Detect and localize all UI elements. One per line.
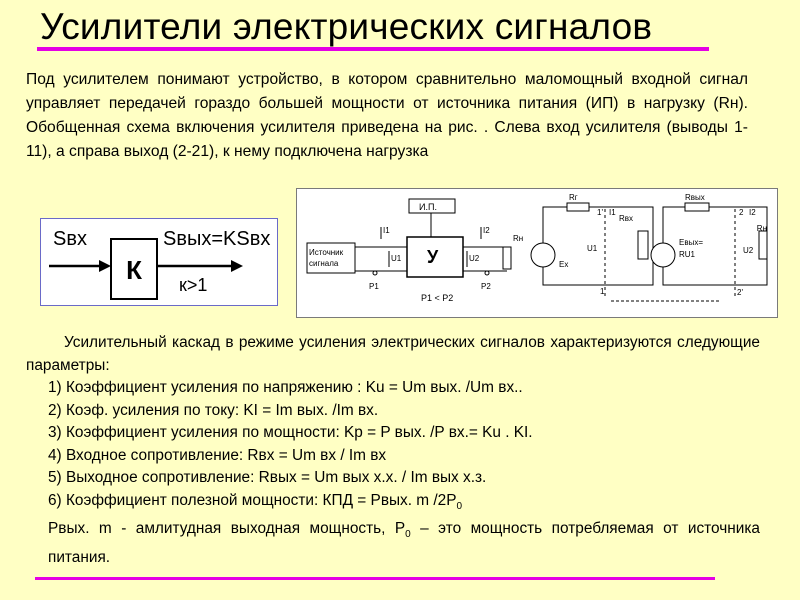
label-p1: P1: [369, 282, 379, 291]
output-arrow-head: [231, 260, 243, 272]
source-resistor: [567, 203, 589, 211]
input-signal-label: Sвх: [53, 228, 87, 250]
param-item-6-text: 6) Коэффициент полезной мощности: КПД = Рвых. m /2P: [48, 491, 457, 509]
params-footer-b: – это мощность потребляемая от источника питания.: [48, 520, 760, 566]
input-equivalent-loop: [543, 207, 653, 285]
label-p1-p2: P1 < P2: [421, 293, 454, 303]
label-one: 1: [600, 287, 605, 296]
output-resistor: [685, 203, 709, 211]
label-rn: Rн: [513, 234, 524, 243]
signal-source-label-2: сигнала: [309, 259, 339, 268]
params-footer: [26, 518, 760, 569]
params-intro: Усилительный каскад в режиме усиления электрических сигналов характеризуются следующие параметры:: [26, 334, 760, 374]
load-resistor: [503, 247, 511, 269]
title-area: [12, 4, 772, 52]
intro-paragraph: [26, 68, 748, 164]
label-rvyx: Rвых: [685, 193, 705, 202]
output-load-resistor: [759, 231, 767, 259]
label-u2-eq: U2: [743, 246, 754, 255]
page-title: Усилители электрических сигналов: [40, 6, 653, 47]
label-rvx: Rвх: [619, 214, 634, 223]
title-underline: [37, 47, 709, 51]
label-two: 2: [739, 208, 744, 217]
label-i1-eq: I1: [609, 208, 616, 217]
label-u1-eq: U1: [587, 244, 598, 253]
input-resistor: [638, 231, 648, 259]
param-item-5: 5) Выходное сопротивление: Rвых = Um вых х.х. / Im вых х.з.: [48, 469, 487, 486]
amplifier-label: У: [427, 247, 439, 267]
param-item-4: 4) Входное сопротивление: Rвх = Um вх / Im вх: [48, 446, 387, 464]
output-signal-label: Sвых=KSвх: [163, 228, 271, 250]
label-ex: Ex: [559, 260, 569, 269]
gain-condition-label: к>1: [179, 275, 208, 295]
params-footer-sub: 0: [405, 529, 411, 541]
parameters-section: [26, 332, 760, 569]
block-diagram-svg: [41, 219, 277, 305]
param-item-6-sub: 0: [456, 500, 463, 512]
intro-text: Под усилителем понимают устройство, в котором сравнительно маломощный входной сигнал управляет передачей гораздо большей мощности от источника питания (ИП) в нагрузку (Rн). Обобщенная схема включения усилителя приведена на рис. . Слева вход усилителя (выводы 1-11), а справа выход (2-21), к нему подключена нагрузка: [26, 71, 748, 160]
param-item-6: [26, 490, 760, 519]
output-voltage-source: [651, 243, 675, 267]
label-two-prime: 2': [737, 288, 743, 297]
terminal-p1: [373, 271, 377, 275]
label-one-prime: 1': [597, 208, 603, 217]
label-i2-eq: I2: [749, 208, 756, 217]
label-i1: I1: [383, 226, 390, 235]
label-rg: Rг: [569, 193, 578, 202]
amplifier-block-diagram: [40, 218, 278, 306]
param-item-2: 2) Коэф. усиления по току: KI = Im вых. /Im вх.: [48, 401, 379, 419]
label-u2: U2: [469, 254, 480, 263]
param-item-1: 1) Коэффициент усиления по напряжению : Ku = Um вых. /Um вх..: [48, 379, 523, 396]
terminal-p2: [485, 271, 489, 275]
amplifier-circuit-diagram: [296, 188, 778, 318]
label-evyx-1: Eвых=: [679, 238, 704, 247]
label-i2: I2: [483, 226, 490, 235]
power-source-label: И.П.: [419, 202, 437, 212]
input-arrow-head: [99, 260, 111, 272]
label-u1: U1: [391, 254, 402, 263]
label-rn-eq: Rн: [756, 224, 767, 233]
params-footer-a: Рвых. m - амлитудная выходная мощность, P: [48, 520, 406, 538]
label-evyx-2: RU1: [679, 250, 696, 259]
bottom-divider: [35, 577, 715, 580]
signal-source-label-1: Источник: [309, 248, 344, 257]
label-p2: P2: [481, 282, 491, 291]
gain-block-label: К: [126, 255, 142, 285]
param-item-3: 3) Коэффициент усиления по мощности: Kp = P вых. /P вх.= Ku . KI.: [48, 424, 533, 441]
input-voltage-source: [531, 243, 555, 267]
circuit-svg: [297, 189, 777, 317]
